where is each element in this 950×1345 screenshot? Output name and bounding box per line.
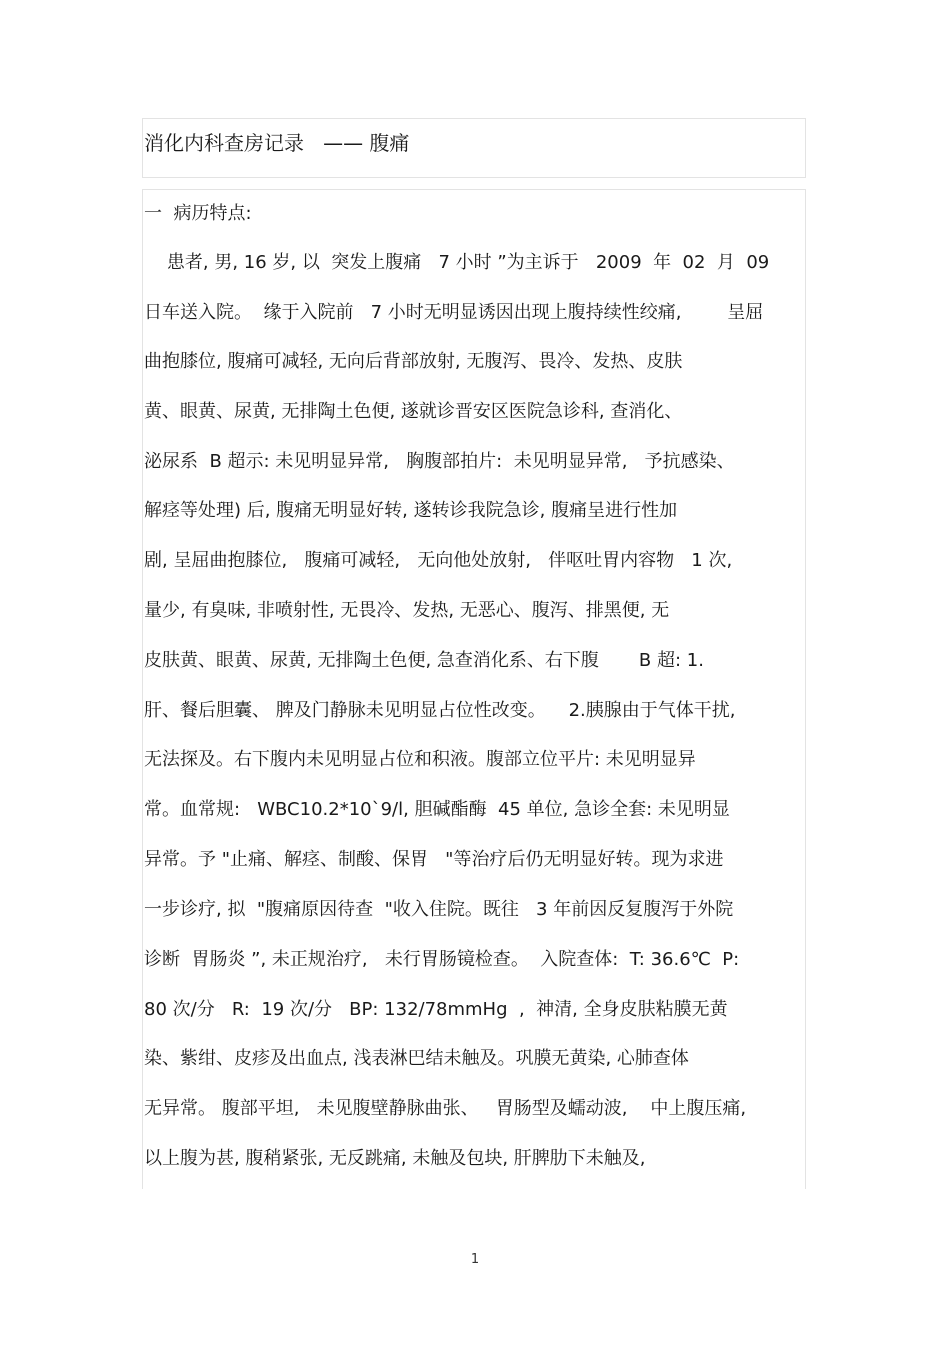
paragraph-line: 解痉等处理) 后, 腹痛无明显好转, 遂转诊我院急诊, 腹痛呈进行性加 (144, 500, 678, 521)
paragraph-line: 常。血常规: WBC10.2*10`9/l, 胆碱酯酶 45 单位, 急诊全套: 未见明显 (144, 799, 730, 820)
paragraph-line: 剧, 呈屈曲抱膝位, 腹痛可减轻, 无向他处放射, 伴呕吐胃内容物 1 次, (144, 550, 733, 571)
page-title: 消化内科查房记录 —— 腹痛 (144, 131, 410, 155)
page-number: 1 (470, 1252, 480, 1267)
section-heading: 一 病历特点: (144, 203, 252, 224)
paragraph-line: 曲抱膝位, 腹痛可减轻, 无向后背部放射, 无腹泻、畏冷、发热、皮肤 (144, 351, 683, 372)
content-frame (142, 189, 806, 1189)
paragraph-line: 黄、眼黄、尿黄, 无排陶土色便, 遂就诊晋安区医院急诊科, 查消化、 (144, 401, 683, 422)
paragraph-line: 一步诊疗, 拟 "腹痛原因待查 "收入住院。既往 3 年前因反复腹泻于外院 (144, 899, 734, 920)
paragraph-line: 染、紫绀、皮疹及出血点, 浅表淋巴结未触及。巩膜无黄染, 心肺查体 (144, 1048, 689, 1069)
title-frame (142, 118, 806, 178)
paragraph-line: 无异常。 腹部平坦, 未见腹壁静脉曲张、 胃肠型及蠕动波, 中上腹压痛, (144, 1098, 747, 1119)
paragraph-line: 以上腹为甚, 腹稍紧张, 无反跳痛, 未触及包块, 肝脾肋下未触及, (144, 1148, 646, 1169)
paragraph-line: 日车送入院。 缘于入院前 7 小时无明显诱因出现上腹持续性绞痛, 呈屈 (144, 302, 764, 323)
paragraph-line: 皮肤黄、眼黄、尿黄, 无排陶土色便, 急查消化系、右下腹 B 超: 1. (144, 650, 704, 671)
paragraph-line: 异常。予 "止痛、解痉、制酸、保胃 "等治疗后仍无明显好转。现为求进 (144, 849, 724, 870)
paragraph-line: 泌尿系 B 超示: 未见明显异常, 胸腹部拍片: 未见明显异常, 予抗感染、 (144, 451, 735, 472)
paragraph-line: 患者, 男, 16 岁, 以 突发上腹痛 7 小时 ”为主诉于 2009 年 02 月 09 (144, 252, 770, 273)
paragraph-line: 80 次/分 R: 19 次/分 BP: 132/78mmHg , 神清, 全身皮肤粘膜无黄 (144, 999, 728, 1020)
paragraph-line: 诊断 胃肠炎 ”, 未正规治疗, 未行胃肠镜检查。 入院查体: T: 36.6℃ P: (144, 949, 740, 970)
paragraph-line: 量少, 有臭味, 非喷射性, 无畏冷、发热, 无恶心、腹泻、排黑便, 无 (144, 600, 670, 621)
paragraph-line: 无法探及。右下腹内未见明显占位和积液。腹部立位平片: 未见明显异 (144, 749, 696, 770)
paragraph-line: 肝、餐后胆囊、 脾及门静脉未见明显占位性改变。 2.胰腺由于气体干扰, (144, 700, 736, 721)
